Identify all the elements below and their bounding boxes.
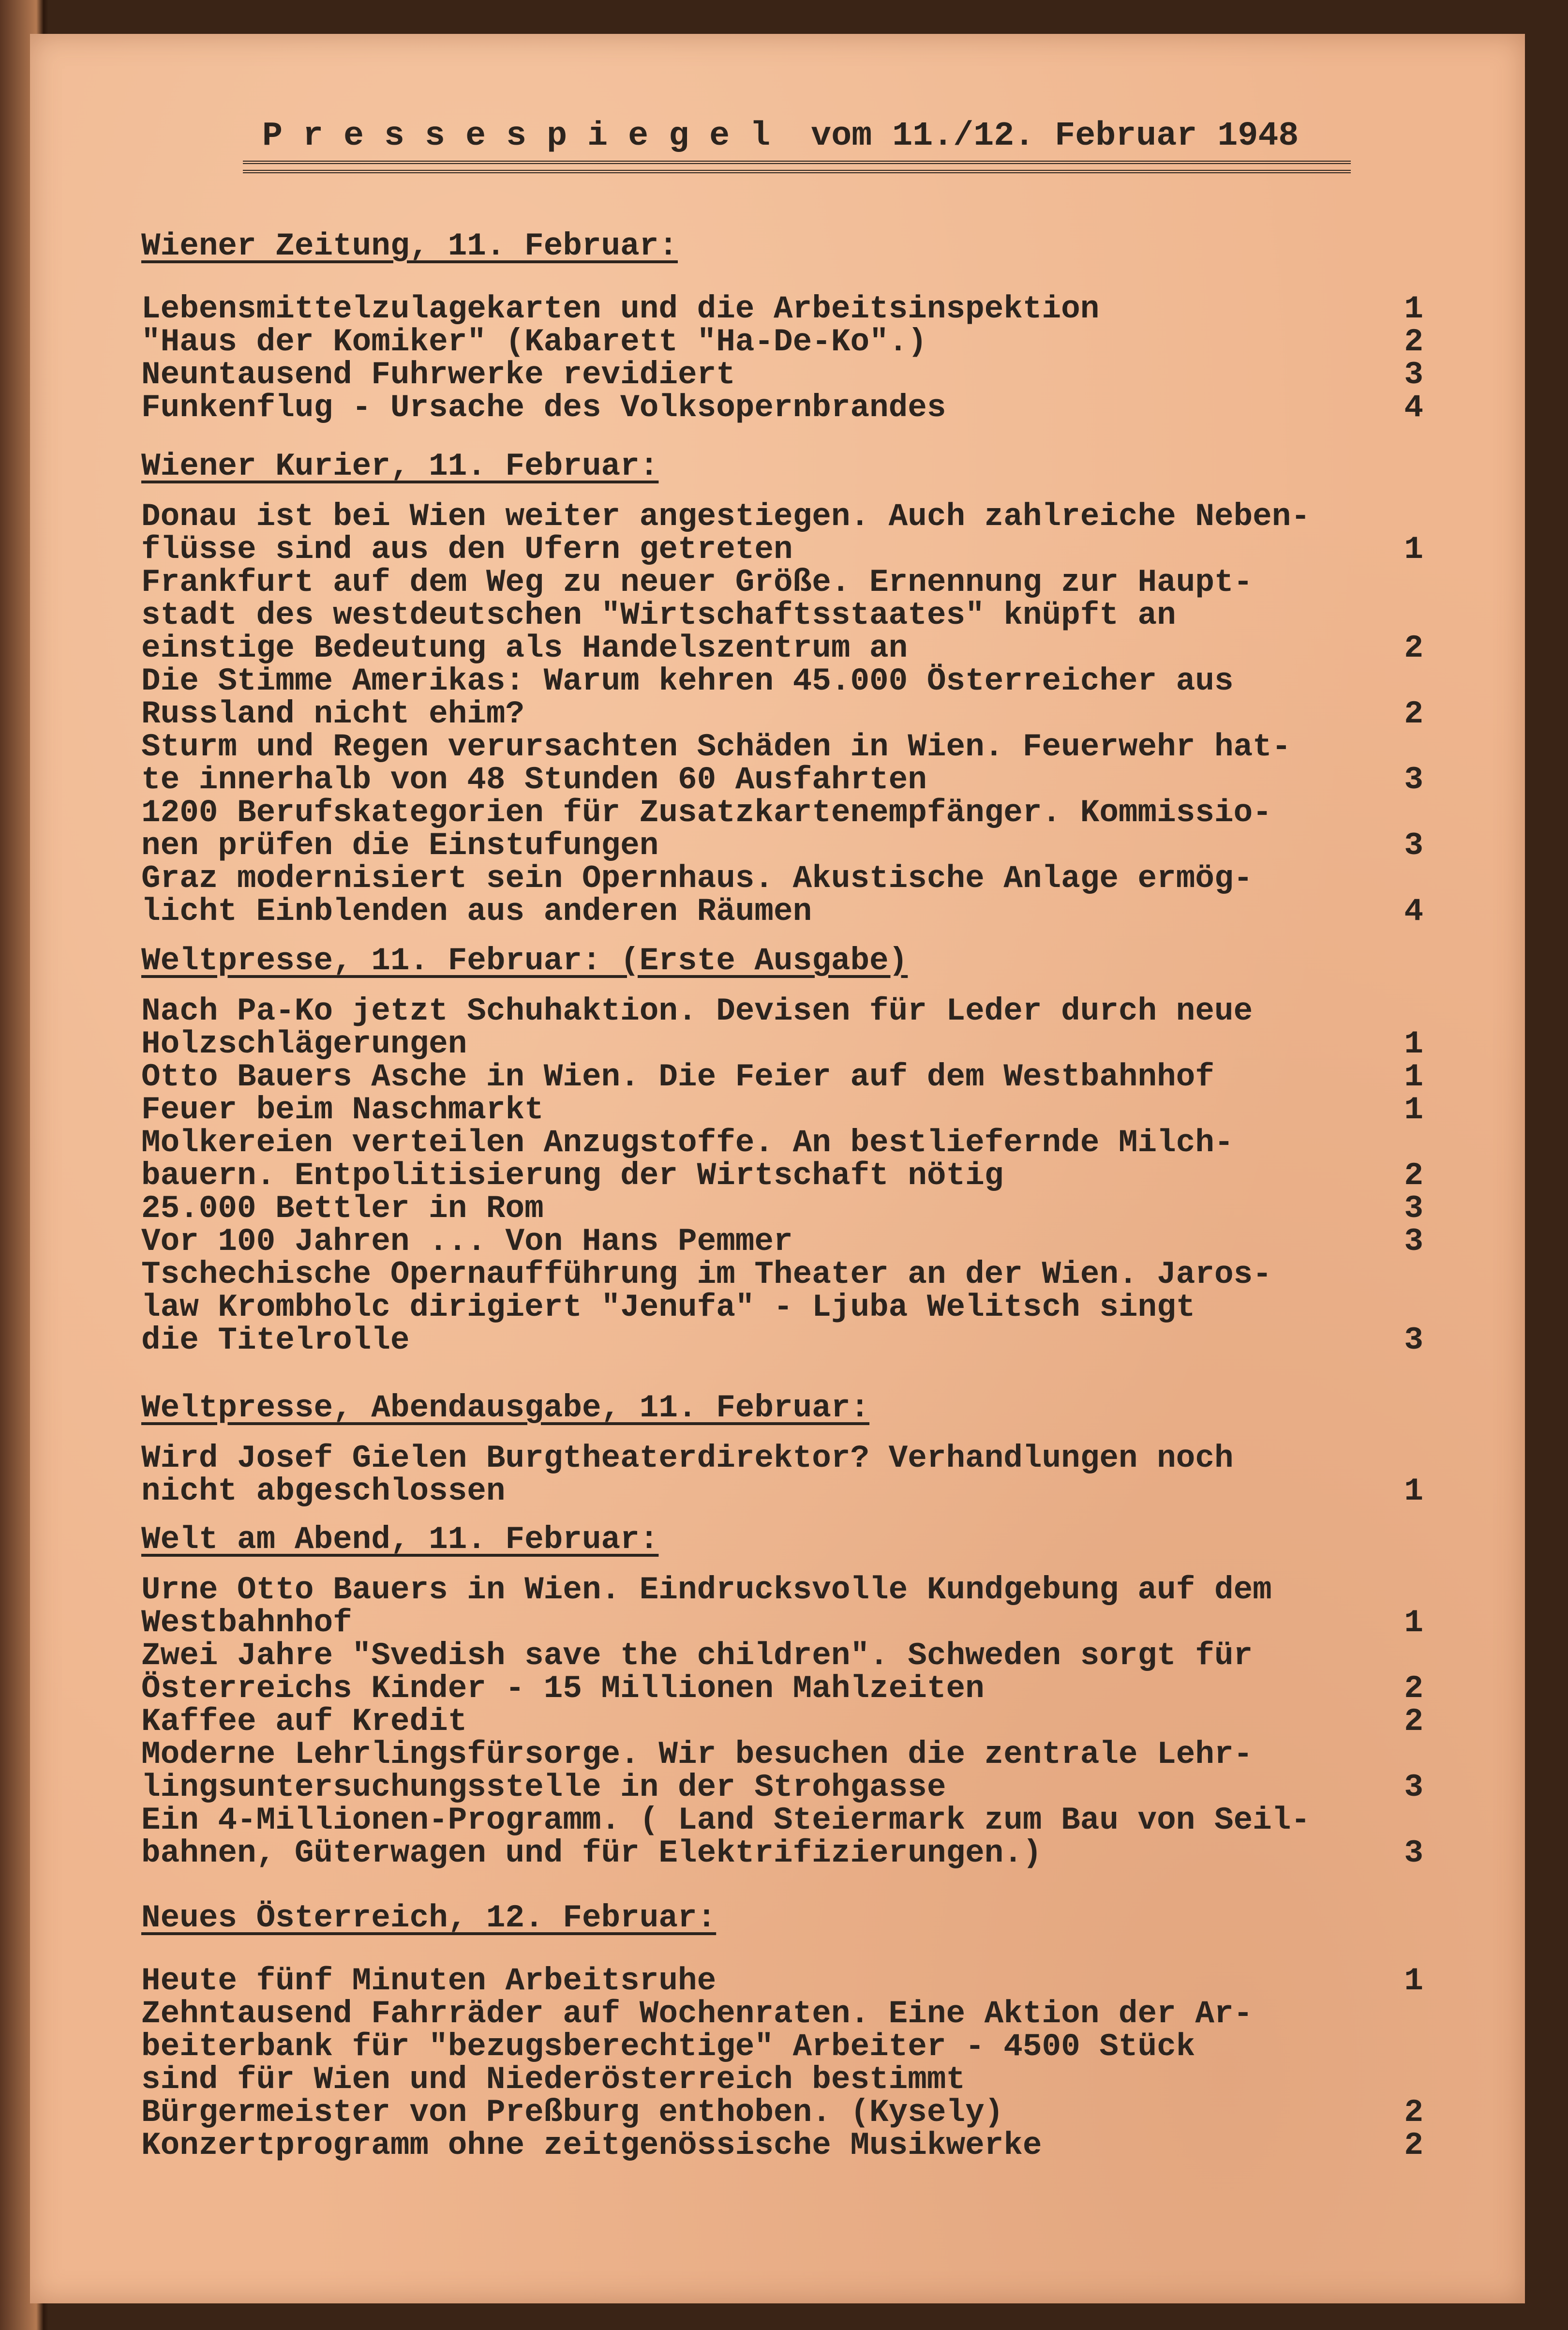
page-number: 3 [1404,1223,1423,1260]
page-number: 2 [1404,696,1423,732]
section-wiener-kurier [141,450,1423,928]
list-item [141,995,1423,1061]
entry-text: Die Stimme Amerikas: Warum kehren 45.000 Österreicher aus Russland nicht ehim? [141,663,1234,732]
section-heading: Weltpresse, 11. Februar: (Erste Ausgabe) [141,943,908,979]
list-item [141,391,1423,424]
page-number: 2 [1404,630,1423,666]
document-title: P r e s s e s p i e g e l vom 11./12. Februar 1948 [262,117,1299,155]
page-number: 3 [1404,1835,1423,1871]
section-heading: Weltpresse, Abendausgabe, 11. Februar: [141,1390,870,1426]
list-item [141,1192,1423,1225]
entry-text: Sturm und Regen verursachten Schäden in Wien. Feuerwehr hat- te innerhalb von 48 Stunden 60 Ausfahrten [141,729,1291,798]
list-item [141,1705,1423,1738]
document [30,34,1525,2303]
list-item [141,1258,1423,1357]
entry-text: Molkereien verteilen Anzugstoffe. An bestliefernde Milch- bauern. Entpolitisierung der Wirtschaft nötig [141,1125,1234,1194]
entry-text: Graz modernisiert sein Opernhaus. Akustische Anlage ermög- licht Einblenden aus anderen Räumen [141,860,1253,930]
page-number: 4 [1404,893,1423,930]
list-item [141,1738,1423,1804]
list-item [141,293,1423,326]
list-item [141,1639,1423,1705]
page-number: 2 [1404,2127,1423,2164]
list-item [141,1574,1423,1639]
entry-text: Vor 100 Jahren ... Von Hans Pemmer [141,1223,793,1260]
entry-text: Otto Bauers Asche in Wien. Die Feier auf dem Westbahnhof [141,1059,1214,1095]
entry-text: Wird Josef Gielen Burgtheaterdirektor? Verhandlungen noch nicht abgeschlossen [141,1440,1234,1509]
list-item [141,1804,1423,1870]
entry-text: Frankfurt auf dem Weg zu neuer Größe. Ernennung zur Haupt- stadt des westdeutschen "Wirtschaftsstaates" knüpft an einstige Bedeutung als Handelszentrum an [141,564,1253,666]
list-item [141,1998,1423,2096]
list-item [141,2129,1423,2162]
page-number: 2 [1404,324,1423,360]
section-wiener-zeitung [141,230,1423,424]
list-item [141,797,1423,862]
list-item [141,731,1423,797]
section-weltpresse [141,945,1423,1357]
entry-text: Tschechische Opernaufführung im Theater an der Wien. Jaros- law Krombholc dirigiert "Jenufa" - Ljuba Welitsch singt die Titelrolle [141,1256,1272,1358]
page-number: 1 [1404,1605,1423,1641]
list-item [141,500,1423,566]
entry-text: "Haus der Komiker" (Kabarett "Ha-De-Ko".) [141,324,927,360]
list-item [141,1094,1423,1127]
section-heading: Welt am Abend, 11. Februar: [141,1521,659,1558]
entry-text: 25.000 Bettler in Rom [141,1190,544,1227]
entry-text: Feuer beim Naschmarkt [141,1092,544,1128]
section-welt-am-abend [141,1523,1423,1870]
entry-text: Moderne Lehrlingsfürsorge. Wir besuchen die zentrale Lehr- lingsuntersuchungsstelle in der Strohgasse [141,1736,1253,1805]
page-number: 1 [1404,531,1423,568]
entry-text: Ein 4-Millionen-Programm. ( Land Steiermark zum Bau von Seil- bahnen, Güterwagen und für Elektrifizierungen.) [141,1802,1310,1871]
section-heading: Wiener Zeitung, 11. Februar: [141,228,678,264]
section-neues-oesterreich [141,1902,1423,2162]
entry-text: Zwei Jahre "Svedish save the children". Schweden sorgt für Österreichs Kinder - 15 Millionen Mahlzeiten [141,1638,1253,1707]
entry-text: Urne Otto Bauers in Wien. Eindrucksvolle Kundgebung auf dem Westbahnhof [141,1572,1272,1641]
section-heading: Neues Österreich, 12. Februar: [141,1900,717,1936]
entry-text: Konzertprogramm ohne zeitgenössische Musikwerke [141,2127,1042,2164]
page-number: 2 [1404,1670,1423,1707]
page-number: 1 [1404,1092,1423,1128]
entry-text: Kaffee auf Kredit [141,1703,467,1740]
page-number: 3 [1404,1322,1423,1358]
entry-text: Funkenflug - Ursache des Volksopernbrandes [141,390,946,426]
entry-text: 1200 Berufskategorien für Zusatzkartenempfänger. Kommissio- nen prüfen die Einstufungen [141,795,1272,864]
list-item [141,326,1423,359]
list-item [141,1442,1423,1508]
page-number: 3 [1404,1190,1423,1227]
page-number: 1 [1404,1473,1423,1509]
list-item [141,1965,1423,1998]
page-number: 2 [1404,1703,1423,1740]
page-number: 3 [1404,357,1423,393]
page-number: 4 [1404,390,1423,426]
list-item [141,2096,1423,2129]
entry-text: Donau ist bei Wien weiter angestiegen. Auch zahlreiche Neben- flüsse sind aus den Ufern getreten [141,498,1310,568]
page-number: 3 [1404,827,1423,864]
page-number: 2 [1404,1157,1423,1194]
page-number: 3 [1404,762,1423,798]
title-double-rule [243,161,1351,173]
list-item [141,1127,1423,1192]
section-heading: Wiener Kurier, 11. Februar: [141,448,659,484]
page-number: 3 [1404,1769,1423,1805]
list-item [141,1061,1423,1094]
entry-text: Heute fünf Minuten Arbeitsruhe [141,1963,717,1999]
list-item [141,359,1423,391]
page-number: 2 [1404,2094,1423,2131]
entry-text: Neuntausend Fuhrwerke revidiert [141,357,735,393]
entry-text: Bürgermeister von Preßburg enthoben. (Kysely) [141,2094,1004,2131]
list-item [141,862,1423,928]
section-weltpresse-abendausgabe [141,1392,1423,1508]
entry-text: Nach Pa-Ko jetzt Schuhaktion. Devisen für Leder durch neue Holzschlägerungen [141,993,1253,1062]
page-number: 1 [1404,1026,1423,1062]
entry-text: Lebensmittelzulagekarten und die Arbeitsinspektion [141,291,1100,327]
page-number: 1 [1404,1059,1423,1095]
list-item [141,665,1423,731]
entry-text: Zehntausend Fahrräder auf Wochenraten. Eine Aktion der Ar- beiterbank für "bezugsberechtige" Arbeiter - 4500 Stück sind für Wien und Niederösterreich bestimmt [141,1996,1253,2098]
list-item [141,566,1423,665]
list-item [141,1225,1423,1258]
page-number: 1 [1404,291,1423,327]
page-number: 1 [1404,1963,1423,1999]
paper-page [30,34,1525,2303]
